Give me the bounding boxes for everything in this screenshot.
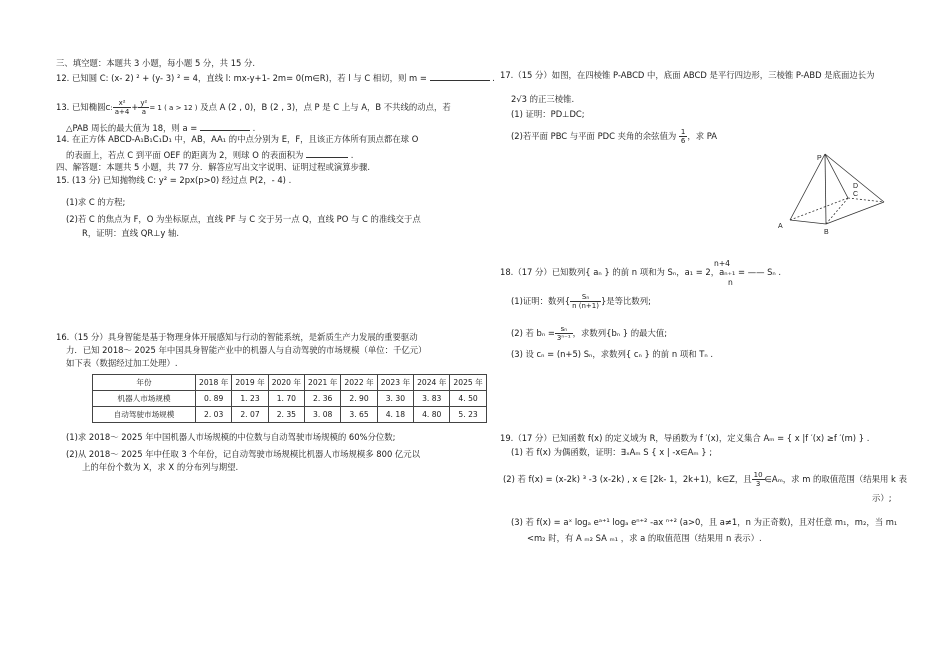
table-cell: 2. 03 [196,407,232,423]
question-14-line1: 14. 在正方体 ABCD-A₁B₁C₁D₁ 中，AB，AA₁ 的中点分别为 E，F，且该正方体所有顶点都在球 O [56,134,419,144]
table-cell: 5. 23 [450,407,486,423]
question-14-line2: 的表面上，若点 C 到平面 OEF 的距离为 2，则球 O 的表面积为 . [66,150,354,160]
question-19-part2-rest: ∈Aₘ，求 m 的取值范围（结果用 k 表 [764,474,907,484]
cosine-denominator: 6 [680,137,686,145]
section-3-heading: 三、填空题：本题共 3 小题，每小题 5 分，共 15 分. [56,58,256,68]
question-17-line1: 17.（15 分）如图，在四棱锥 P-ABCD 中，底面 ABCD 是平行四边形，三棱锥 P-ABD 是底面边长为 [500,70,875,80]
table-cell: 1. 23 [232,391,268,407]
table-cell: 3. 30 [377,391,413,407]
question-16-line3: 如下表（数据经过加工处理）. [66,358,178,368]
question-18-part2-suffix: ，求数列{bₙ } 的最大值; [572,328,668,338]
ten-thirds-denominator: 3 [755,480,761,488]
question-19-part3-line2: <m₂ 时，有 A ₘ₂ SA ₘ₁ ，求 a 的取值范围（结果用 n 表示）. [527,533,762,543]
question-18-part2-prefix: (2) 若 bₙ = [511,328,555,338]
question-15-part2-line1: (2)若 C 的焦点为 F，O 为坐标原点，直线 PF 与 C 交于另一点 Q，直线 PO 与 C 的准线交于点 [66,214,421,224]
edge-pa [790,154,825,220]
question-16-line2: 力．已知 2018～ 2025 年中国具身智能产业中的机器人与自动驾驶的市场规模（单位：千亿元） [66,345,427,355]
ellipse-x-den: a+4 [114,108,130,116]
table-header-cell: 2025 年 [450,375,486,391]
table-cell: 0. 89 [196,391,232,407]
question-16-part2-line1: (2)从 2018～ 2025 年中任取 3 个年份，记自动驾驶市场规模比机器人市场规模多 800 亿元以 [66,449,421,459]
question-19: 19.（17 分）已知函数 f(x) 的定义域为 R，导函数为 f ′(x)，定义集合 Aₘ = { x |f ′(x) ≥f ′(m) } . [500,433,870,443]
question-19-part2 [503,471,907,488]
table-cell: 2. 07 [232,407,268,423]
question-19-part2-text: (2) 若 f(x) = (x-2k) ³ -3 (x-2k) , x ∈ [2k- 1，2k+1)，k∈Z，且 [503,474,752,484]
vertex-label-a: A [778,223,783,230]
bn-fraction [555,325,573,342]
table-cell: 3. 83 [414,391,450,407]
table-header-cell: 年份 [93,375,196,391]
question-18-part3: (3) 设 cₙ = (n+5) Sₙ，求数列{ cₙ } 的前 n 项和 Tₙ . [511,349,714,359]
ten-thirds-fraction [752,471,765,488]
table-row-autodrive [93,407,487,423]
question-13-line2: △PAB 周长的最大值为 18，则 a = . [66,123,256,133]
question-17-part1: (1) 证明：PD⊥DC; [511,109,585,119]
edge-pd [825,154,848,198]
ellipse-condition: = 1 ( a > 12 ) [149,104,198,112]
table-cell: 2. 90 [341,391,377,407]
table-header-cell: 2022 年 [341,375,377,391]
table-header-cell: 2021 年 [305,375,341,391]
table-cell: 3. 65 [341,407,377,423]
question-18-fraction-top: n+4 [714,259,731,268]
question-14-text: 的表面上，若点 C 到平面 OEF 的距离为 2，则球 O 的表面积为 [66,150,304,160]
ellipse-x-num: x² [113,99,132,108]
question-16-part1: (1)求 2018～ 2025 年中国机器人市场规模的中位数与自动驾驶市场规模的 60%分位数; [66,432,396,442]
vertex-label-c: C [853,191,859,198]
question-16-part2-line2: 上的年份个数为 X，求 X 的分布列与期望. [82,462,239,472]
table-cell: 3. 08 [305,407,341,423]
question-19-part3-line1: (3) 若 f(x) = aˣ logₐ eᵃ⁺¹ logₐ eⁿ⁺² -ax ⁿ⁺² (a>0，且 a≠1，n 为正奇数)，且对任意 m₁，m₂，当 m₁ [511,517,898,527]
table-header-cell: 2018 年 [196,375,232,391]
bn-numerator: sₙ [555,325,573,334]
sn-ratio-numerator: Sₙ [570,293,601,302]
question-18-part1-suffix: }是等比数列; [600,296,651,306]
answer-blank-13[interactable] [200,121,250,131]
edge-ad [790,198,848,220]
edge-bc [826,202,884,224]
table-header-cell: 2023 年 [377,375,413,391]
section-4-heading: 四、解答题：本题共 5 小题，共 77 分．解答应写出文字说明、证明过程或演算步骤. [56,162,371,172]
question-12-text: 12. 已知圆 C: (x- 2) ² + (y- 3) ² = 4，直线 l: mx-y+1- 2m= 0(m∈R)，若 l 与 C 相切，则 m = [56,73,427,83]
table-header-cell: 2020 年 [268,375,304,391]
table-header-cell: 2019 年 [232,375,268,391]
ellipse-term-y [138,99,149,116]
question-18-fraction-bottom: n [728,278,733,287]
table-row-robot [93,391,487,407]
question-13-prefix: 13. 已知椭圆 [56,102,106,112]
ellipse-label: C: [105,104,113,112]
sn-ratio-fraction [570,293,601,310]
question-15-part2-line2: R，证明：直线 QR⊥y 轴. [82,228,180,238]
question-17-part2-text: (2)若平面 PBC 与平面 PDC 夹角的余弦值为 [511,131,677,141]
question-13-points: 及点 A (2 , 0)，B (2 , 3)，点 P 是 C 上与 A，B 不共线的动点，若 [200,102,451,112]
question-16-line1: 16.（15 分）具身智能是基于物理身体开展感知与行动的智能系统，是新质生产力发展的重要驱动 [56,332,418,342]
table-cell: 2. 36 [305,391,341,407]
market-size-table [92,374,487,423]
question-19-part1: (1) 若 f(x) 为偶函数，证明：∃ₓAₘ S { x | -x∈Aₘ } ; [511,447,713,457]
vertex-label-p: P [817,155,822,162]
question-18-part1-prefix: (1)证明：数列{ [511,296,571,306]
table-header-row [93,375,487,391]
table-cell: 1. 70 [268,391,304,407]
vertex-label-b: B [824,229,829,236]
table-cell: 机器人市场规模 [93,391,196,407]
vertex-label-d: D [853,183,859,190]
question-12: 12. 已知圆 C: (x- 2) ² + (y- 3) ² = 4，直线 l: mx-y+1- 2m= 0(m∈R)，若 l 与 C 相切，则 m = . [56,73,495,83]
ellipse-y-den: a [141,108,146,116]
bn-denominator: 3ⁿ⁻¹ [556,334,571,342]
table-cell: 4. 80 [414,407,450,423]
question-13-end: △PAB 周长的最大值为 18，则 a = [66,123,198,133]
edge-ab [790,220,826,224]
table-cell: 4. 50 [450,391,486,407]
table-cell: 4. 18 [377,407,413,423]
question-17-part2-end: ，求 PA [687,131,718,141]
answer-blank-14[interactable] [306,148,348,158]
edge-pb [825,154,826,224]
question-18-part1 [511,293,651,310]
question-13-line1: 13. 已知椭圆C: $\frac{\text{x²}}{a+4}$ + $\frac{\text{y²}}{a}$ = 1 ( a > 12 ) 及点 A (2 , 0)，B (2 , 3)，点 P 是 C 上与 A，B 不共线的动点，若 [56,99,451,116]
table-cell: 自动驾驶市场规模 [93,407,196,423]
question-18-part2 [511,325,667,342]
question-19-part2-end: 示）; [872,493,892,503]
answer-blank-12[interactable] [430,71,490,81]
ten-thirds-numerator: 10 [753,471,763,479]
question-15: 15. (13 分) 已知抛物线 C: y² = 2px(p>0) 经过点 P(2，- 4) . [56,175,292,185]
ellipse-term-x [113,99,132,116]
cosine-numerator: 1 [680,128,686,136]
table-header-cell: 2024 年 [414,375,450,391]
question-17-part2 [511,128,717,145]
ellipse-y-num: y² [140,99,148,107]
edge-dc [848,198,884,202]
question-15-part1: (1)求 C 的方程; [66,197,126,207]
table-cell: 2. 35 [268,407,304,423]
question-18: 18.（17 分）已知数列{ aₙ } 的前 n 项和为 Sₙ，a₁ = 2，aₙ₊₁ = —— Sₙ . [500,267,782,277]
sn-ratio-denominator: n (n+1) [572,302,599,310]
question-17-line2: 2√3 的正三棱锥. [511,94,575,104]
pyramid-figure [772,150,922,242]
